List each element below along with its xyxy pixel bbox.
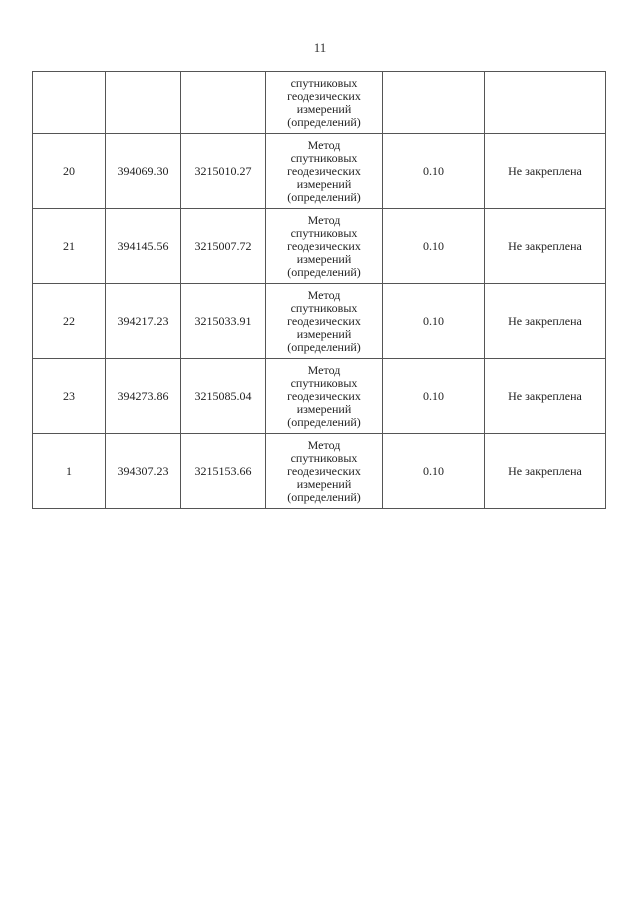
cell-x: 394145.56 <box>106 209 181 284</box>
cell-x: 394273.86 <box>106 359 181 434</box>
cell-method <box>266 209 383 284</box>
cell-number: 23 <box>33 359 106 434</box>
method-line: спутниковых <box>290 150 358 165</box>
cell-fixation: Не закреплена <box>485 284 606 359</box>
cell-y: 3215010.27 <box>181 134 266 209</box>
page-number: 11 <box>313 40 327 55</box>
method-line: (определений) <box>287 489 361 504</box>
cell-y: 3215033.91 <box>181 284 266 359</box>
cell-method <box>266 434 383 509</box>
method-line: геодезических <box>287 463 361 478</box>
method-line: Метод <box>307 287 341 302</box>
cell-accuracy: 0.10 <box>383 209 485 284</box>
cell-fixation: Не закреплена <box>485 209 606 284</box>
cell-method <box>266 359 383 434</box>
method-line: геодезических <box>287 388 361 403</box>
method-line: Метод <box>307 137 341 152</box>
cell-number: 1 <box>33 434 106 509</box>
table-row <box>33 134 606 209</box>
method-line: Метод <box>307 212 341 227</box>
cell-fixation: Не закреплена <box>485 134 606 209</box>
table-row <box>33 284 606 359</box>
method-line: измерений <box>296 476 352 491</box>
cell-y <box>181 72 266 134</box>
cell-fixation <box>485 72 606 134</box>
method-line: спутниковых <box>290 375 358 390</box>
cell-accuracy: 0.10 <box>383 284 485 359</box>
cell-number: 20 <box>33 134 106 209</box>
cell-accuracy <box>383 72 485 134</box>
method-line: спутниковых <box>290 300 358 315</box>
cell-y: 3215007.72 <box>181 209 266 284</box>
method-line: (определений) <box>287 114 361 129</box>
table-row <box>33 209 606 284</box>
cell-number: 22 <box>33 284 106 359</box>
cell-fixation: Не закреплена <box>485 434 606 509</box>
method-line: геодезических <box>287 238 361 253</box>
cell-x <box>106 72 181 134</box>
boundary-points-table <box>32 71 606 509</box>
cell-method <box>266 134 383 209</box>
cell-accuracy: 0.10 <box>383 359 485 434</box>
method-line: измерений <box>296 401 352 416</box>
method-line: спутниковых <box>290 450 358 465</box>
cell-number <box>33 72 106 134</box>
method-line: геодезических <box>287 163 361 178</box>
method-line: (определений) <box>287 189 361 204</box>
cell-y: 3215085.04 <box>181 359 266 434</box>
cell-accuracy: 0.10 <box>383 434 485 509</box>
method-line: геодезических <box>287 88 361 103</box>
cell-fixation: Не закреплена <box>485 359 606 434</box>
table-row <box>33 359 606 434</box>
table-row <box>33 434 606 509</box>
cell-method <box>266 284 383 359</box>
method-line: (определений) <box>287 264 361 279</box>
method-line: (определений) <box>287 414 361 429</box>
method-line: спутниковых <box>290 75 358 90</box>
cell-method <box>266 72 383 134</box>
method-line: измерений <box>296 176 352 191</box>
cell-number: 21 <box>33 209 106 284</box>
cell-x: 394217.23 <box>106 284 181 359</box>
cell-y: 3215153.66 <box>181 434 266 509</box>
method-line: измерений <box>296 326 352 341</box>
method-line: измерений <box>296 251 352 266</box>
method-line: (определений) <box>287 339 361 354</box>
cell-x: 394069.30 <box>106 134 181 209</box>
method-line: Метод <box>307 437 341 452</box>
method-line: спутниковых <box>290 225 358 240</box>
cell-accuracy: 0.10 <box>383 134 485 209</box>
method-line: Метод <box>307 362 341 377</box>
cell-x: 394307.23 <box>106 434 181 509</box>
method-line: геодезических <box>287 313 361 328</box>
table-row-continuation <box>33 72 606 134</box>
method-line: измерений <box>296 101 352 116</box>
